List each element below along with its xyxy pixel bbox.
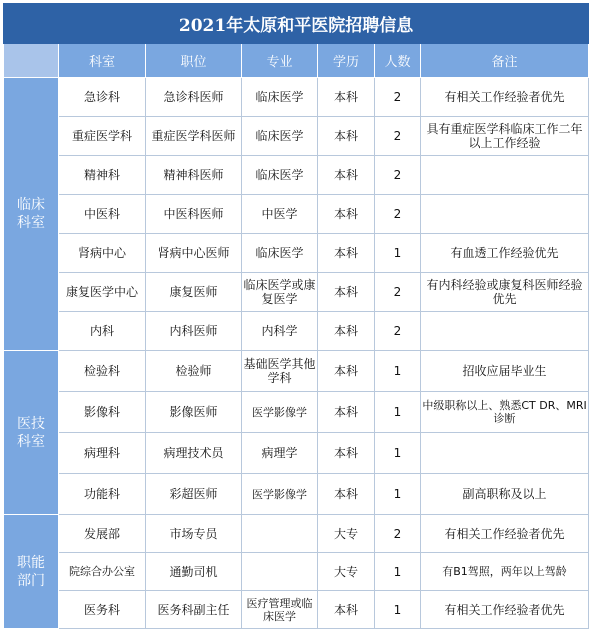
- cell-note: [421, 312, 589, 351]
- cell-note: [421, 433, 589, 474]
- cell-education: 本科: [318, 591, 375, 629]
- cell-count: 1: [375, 433, 421, 474]
- header-blank: [4, 44, 59, 78]
- table-row: [4, 117, 589, 156]
- cell-dept: 重症医学科: [59, 117, 146, 156]
- header-position: 职位: [146, 44, 242, 78]
- cell-dept: 肾病中心: [59, 234, 146, 273]
- cell-count: 1: [375, 351, 421, 392]
- cell-position: 中医科医师: [146, 195, 242, 234]
- cell-position: 影像医师: [146, 392, 242, 433]
- cell-note: 有血透工作经验优先: [421, 234, 589, 273]
- cell-major: 临床医学: [242, 234, 318, 273]
- table-row: [4, 433, 589, 474]
- cell-dept: 急诊科: [59, 78, 146, 117]
- cell-note: 中级职称以上、熟悉CT DR、MRI诊断: [421, 392, 589, 433]
- cell-dept: 影像科: [59, 392, 146, 433]
- cell-position: 病理技术员: [146, 433, 242, 474]
- table-row: [4, 515, 589, 553]
- cell-major: 内科学: [242, 312, 318, 351]
- cell-count: 2: [375, 156, 421, 195]
- cell-note: [421, 195, 589, 234]
- table-row: [4, 195, 589, 234]
- cell-position: 康复医师: [146, 273, 242, 312]
- cell-dept: 病理科: [59, 433, 146, 474]
- cell-education: 本科: [318, 312, 375, 351]
- cell-education: 大专: [318, 515, 375, 553]
- cell-dept: 院综合办公室: [59, 553, 146, 591]
- cell-position: 肾病中心医师: [146, 234, 242, 273]
- cell-education: 本科: [318, 78, 375, 117]
- cell-count: 2: [375, 195, 421, 234]
- table-row: [4, 553, 589, 591]
- cell-education: 本科: [318, 234, 375, 273]
- cell-major: 临床医学: [242, 117, 318, 156]
- cell-dept: 中医科: [59, 195, 146, 234]
- header-education: 学历: [318, 44, 375, 78]
- cell-major: 中医学: [242, 195, 318, 234]
- table-row: [4, 78, 589, 117]
- cell-note: 有相关工作经验者优先: [421, 515, 589, 553]
- cell-education: 本科: [318, 273, 375, 312]
- table-row: [4, 234, 589, 273]
- header-count: 人数: [375, 44, 421, 78]
- cell-education: 本科: [318, 392, 375, 433]
- header-dept: 科室: [59, 44, 146, 78]
- cell-position: 精神科医师: [146, 156, 242, 195]
- cell-count: 2: [375, 273, 421, 312]
- cell-major: 医学影像学: [242, 392, 318, 433]
- cell-major: 基础医学其他学科: [242, 351, 318, 392]
- table-title: 2021年太原和平医院招聘信息: [4, 4, 589, 44]
- cell-position: 重症医学科医师: [146, 117, 242, 156]
- cell-note: 有相关工作经验者优先: [421, 78, 589, 117]
- cell-count: 1: [375, 474, 421, 515]
- cell-dept: 康复医学中心: [59, 273, 146, 312]
- cell-position: 检验师: [146, 351, 242, 392]
- cell-count: 2: [375, 312, 421, 351]
- cell-position: 通勤司机: [146, 553, 242, 591]
- cell-major: 病理学: [242, 433, 318, 474]
- cell-note: 有内科经验或康复科医师经验优先: [421, 273, 589, 312]
- table-row: [4, 392, 589, 433]
- cell-note: [421, 156, 589, 195]
- cell-count: 2: [375, 78, 421, 117]
- cell-major: 临床医学或康复医学: [242, 273, 318, 312]
- recruitment-table: [3, 3, 589, 629]
- cell-major: 医疗管理或临床医学: [242, 591, 318, 629]
- cell-count: 2: [375, 515, 421, 553]
- cell-major: 临床医学: [242, 156, 318, 195]
- cell-note: 有B1驾照，两年以上驾龄: [421, 553, 589, 591]
- cell-note: 招收应届毕业生: [421, 351, 589, 392]
- header-note: 备注: [421, 44, 589, 78]
- cell-education: 大专: [318, 553, 375, 591]
- cell-count: 1: [375, 591, 421, 629]
- cell-education: 本科: [318, 351, 375, 392]
- cell-education: 本科: [318, 433, 375, 474]
- cell-note: 有相关工作经验者优先: [421, 591, 589, 629]
- cell-note: 具有重症医学科临床工作二年以上工作经验: [421, 117, 589, 156]
- cell-position: 市场专员: [146, 515, 242, 553]
- category-clinical: 临床 科室: [4, 78, 59, 351]
- cell-count: 1: [375, 234, 421, 273]
- cell-count: 1: [375, 392, 421, 433]
- category-functional: 职能 部门: [4, 515, 59, 629]
- cell-dept: 精神科: [59, 156, 146, 195]
- cell-education: 本科: [318, 474, 375, 515]
- table-row: [4, 351, 589, 392]
- cell-position: 医务科副主任: [146, 591, 242, 629]
- header-major: 专业: [242, 44, 318, 78]
- table-row: [4, 591, 589, 629]
- cell-education: 本科: [318, 195, 375, 234]
- cell-dept: 医务科: [59, 591, 146, 629]
- cell-education: 本科: [318, 156, 375, 195]
- cell-position: 彩超医师: [146, 474, 242, 515]
- cell-count: 1: [375, 553, 421, 591]
- table-row: [4, 156, 589, 195]
- cell-position: 内科医师: [146, 312, 242, 351]
- recruitment-table-container: [3, 3, 588, 629]
- cell-education: 本科: [318, 117, 375, 156]
- cell-dept: 发展部: [59, 515, 146, 553]
- cell-dept: 内科: [59, 312, 146, 351]
- category-medtech: 医技 科室: [4, 351, 59, 515]
- cell-major: [242, 553, 318, 591]
- cell-count: 2: [375, 117, 421, 156]
- cell-major: [242, 515, 318, 553]
- table-row: [4, 474, 589, 515]
- table-row: [4, 312, 589, 351]
- cell-dept: 检验科: [59, 351, 146, 392]
- cell-major: 医学影像学: [242, 474, 318, 515]
- cell-position: 急诊科医师: [146, 78, 242, 117]
- table-row: [4, 273, 589, 312]
- cell-note: 副高职称及以上: [421, 474, 589, 515]
- cell-dept: 功能科: [59, 474, 146, 515]
- cell-major: 临床医学: [242, 78, 318, 117]
